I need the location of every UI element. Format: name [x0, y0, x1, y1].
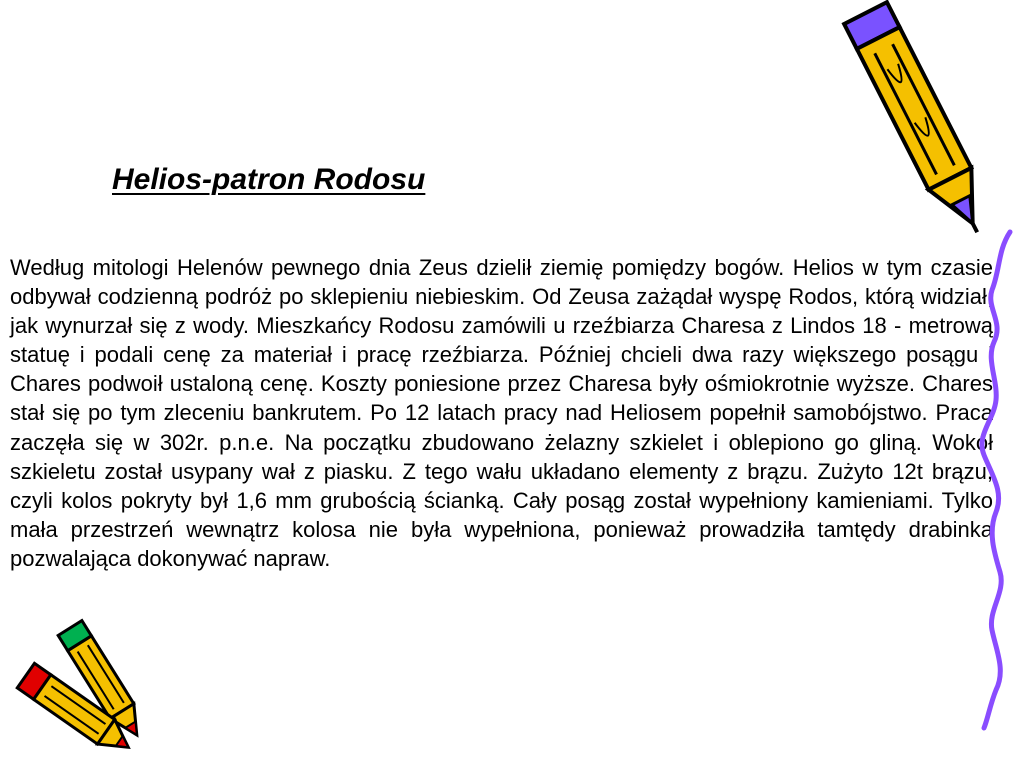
pencil-icon [0, 655, 150, 765]
pencil-icon [860, 0, 1000, 245]
slide-title: Helios-patron Rodosu [112, 163, 426, 196]
slide-body-text: Według mitologi Helenów pewnego dnia Zeus dzielił ziemię pomiędzy bogów. Helios w tym czasie odbywał codzienną podróż po sklepieniu niebieskim. Od Zeusa zażądał wyspę Rodos, którą widział, jak wynurzał się z wody. Mieszkańcy Rodosu zamówili u rzeźbiarza Charesa z Lindos 18 - metrową statuę i podali cenę za materiał i pracę rzeźbiarza. Później chcieli dwa razy większego posągu i Chares podwoił ustaloną cenę. Koszty poniesione przez Charesa były ośmiokrotnie wyższe. Chares stał się po tym zleceniu bankrutem. Po 12 latach pracy nad Heliosem popełnił samobójstwo. Praca zaczęła się w 302r. p.n.e. Na początku zbudowano żelazny szkielet i oblepiono go gliną. Wokół szkieletu został usypany wał z piasku. Z tego wału układano elementy z brązu. Zużyto 12t brązu, czyli kolos pokryty był 1,6 mm grubością ścianką. Cały posąg został wypełniony kamieniami. Tylko mała przestrzeń wewnątrz kolosa nie była wypełniona, ponieważ prowadziła tamtędy drabinka pozwalająca dokonywać napraw. [10, 255, 993, 571]
squiggle-line-icon [970, 230, 1024, 730]
